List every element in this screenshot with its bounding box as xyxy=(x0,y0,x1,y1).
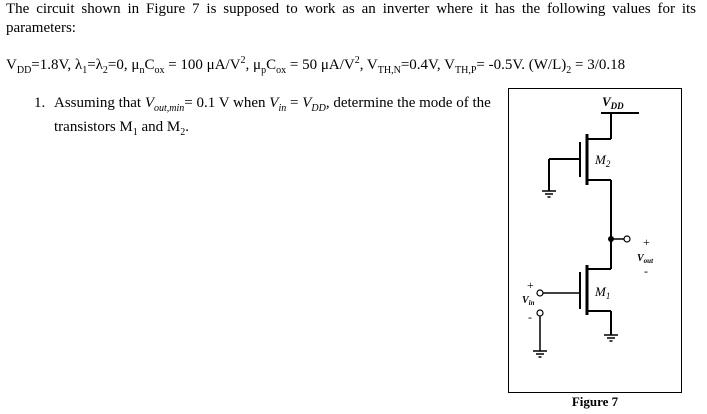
lambda2-sub: 2 xyxy=(102,65,108,76)
lambda-value: =0, xyxy=(107,57,132,73)
vthn-value: =0.4V, V xyxy=(400,57,455,73)
question-text xyxy=(54,94,504,142)
input-return-terminal xyxy=(537,310,543,316)
vdd-value: =1.8V, xyxy=(31,57,75,73)
q-vin-symbol: V xyxy=(269,95,279,111)
q-part2: = 0.1 V when xyxy=(184,95,270,111)
q-m1-sub: 1 xyxy=(132,127,138,138)
intro-text: The circuit shown in Figure 7 is supposed to work as an inverter where it has the following values for its parameters: xyxy=(6,1,696,36)
vthp-sub: TH,P xyxy=(455,65,477,76)
fig-vout-label: $V_{out}$ xyxy=(637,253,654,265)
coxp-symbol: C xyxy=(266,57,277,73)
vout-minus: - xyxy=(644,264,648,278)
q-part1: Assuming that xyxy=(54,95,145,111)
question-number: 1. xyxy=(34,95,46,111)
input-terminal xyxy=(537,290,543,296)
fig-vin-label: $V_{in}$ xyxy=(522,295,535,307)
lambda1-sub: 1 xyxy=(82,65,88,76)
mun-value: = 100 μA/V xyxy=(164,57,241,73)
mun-exp: 2 xyxy=(240,55,246,66)
problem-intro xyxy=(6,0,696,38)
q-vdd-sub: DD xyxy=(311,103,326,114)
mun-sub: n xyxy=(139,65,145,76)
q-part4: , determine the mode of the transistors M xyxy=(54,95,491,135)
output-node-dot xyxy=(608,236,614,242)
q-part5: and M xyxy=(137,119,181,135)
q-part3: = xyxy=(286,95,303,111)
mup-value: = 50 μA/V xyxy=(286,57,355,73)
fig-vdd-label: $V_{DD}$ xyxy=(602,94,624,111)
coxn-sub: ox xyxy=(154,65,165,76)
q-vout-sub: out,min xyxy=(154,103,185,114)
coxp-sub: ox xyxy=(276,65,287,76)
fig-m2-label: $M_2$ xyxy=(595,152,611,169)
vin-plus: + xyxy=(527,278,534,292)
vthn-prefix: , V xyxy=(359,57,378,73)
mup-sub: p xyxy=(261,65,267,76)
q-m2-sub: 2 xyxy=(180,127,186,138)
lambda-eq: =λ xyxy=(87,57,103,73)
mun-symbol: μ xyxy=(131,57,140,73)
coxn-symbol: C xyxy=(144,57,155,73)
q-vin-sub: in xyxy=(278,103,287,114)
q-part6: . xyxy=(185,119,189,135)
lambda1-symbol: λ xyxy=(74,57,83,73)
wl-sub: 2 xyxy=(566,65,572,76)
inverter-schematic xyxy=(509,89,683,394)
wl-value: = 3/0.18 xyxy=(571,57,626,73)
fig-m1-label: $M_1$ xyxy=(595,284,611,301)
q-vout-symbol: V xyxy=(144,95,155,111)
vthn-sub: TH,N xyxy=(377,65,401,76)
input-ground-symbol xyxy=(533,351,547,357)
vthp-value: = -0.5V. (W/L) xyxy=(476,57,567,73)
output-terminal xyxy=(624,236,630,242)
q-vdd-symbol: V xyxy=(302,95,312,111)
vout-plus: + xyxy=(643,235,650,249)
mup-exp: 2 xyxy=(354,55,360,66)
vin-minus: - xyxy=(528,310,532,324)
mup-prefix: , μ xyxy=(245,57,262,73)
vdd-symbol: V xyxy=(6,57,17,73)
vdd-sub: DD xyxy=(16,65,32,76)
figure-caption: Figure 7 xyxy=(571,394,619,409)
nmos-m1 xyxy=(580,265,618,341)
parameter-list xyxy=(6,52,696,80)
circuit-figure xyxy=(508,88,682,393)
